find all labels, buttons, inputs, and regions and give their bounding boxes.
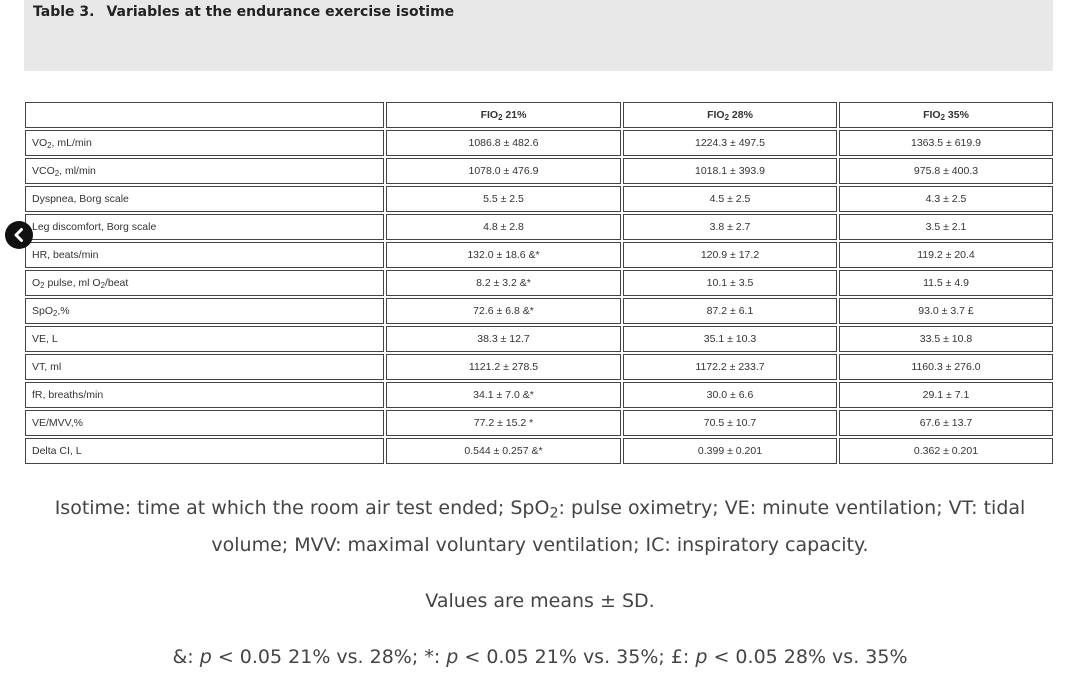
table-number: Table 3. bbox=[33, 4, 95, 20]
column-header: $FIO_2$ 35% bbox=[839, 102, 1053, 128]
table-cell: 4.8 ± 2.8 bbox=[386, 214, 621, 240]
row-label: Dyspnea, Borg scale bbox=[25, 186, 384, 212]
table-cell: 35.1 ± 10.3 bbox=[623, 326, 837, 352]
column-header: $FIO_2$ 28% bbox=[623, 102, 837, 128]
row-label: fR, breaths/min bbox=[25, 382, 384, 408]
column-header: $FIO_2$ 21% bbox=[386, 102, 621, 128]
table-cell: 1363.5 ± 619.9 bbox=[839, 130, 1053, 156]
table-cell: 72.6 ± 6.8 &* bbox=[386, 298, 621, 324]
table-cell: 29.1 ± 7.1 bbox=[839, 382, 1053, 408]
table-cell: 30.0 ± 6.6 bbox=[623, 382, 837, 408]
header-row bbox=[25, 102, 1053, 128]
table-cell: 1224.3 ± 497.5 bbox=[623, 130, 837, 156]
table-row bbox=[25, 158, 1053, 184]
table-cell: 5.5 ± 2.5 bbox=[386, 186, 621, 212]
row-label: SpO$_2$,% bbox=[25, 298, 384, 324]
values-note: Values are means ± SD. bbox=[425, 590, 655, 612]
table-cell: 1121.2 ± 278.5 bbox=[386, 354, 621, 380]
table-cell: 0.399 ± 0.201 bbox=[623, 438, 837, 464]
table-row bbox=[25, 270, 1053, 296]
table-row bbox=[25, 298, 1053, 324]
row-label: VE, L bbox=[25, 326, 384, 352]
table-cell: 4.3 ± 2.5 bbox=[839, 186, 1053, 212]
table-cell: 120.9 ± 17.2 bbox=[623, 242, 837, 268]
row-label: $VO_2$, mL/min bbox=[25, 130, 384, 156]
chevron-left-icon bbox=[11, 227, 27, 243]
table-row bbox=[25, 130, 1053, 156]
table-cell: 38.3 ± 12.7 bbox=[386, 326, 621, 352]
table-row bbox=[25, 326, 1053, 352]
table-cell: 0.362 ± 0.201 bbox=[839, 438, 1053, 464]
table-cell: 87.2 ± 6.1 bbox=[623, 298, 837, 324]
table-footnotes bbox=[40, 490, 1040, 676]
table-cell: 0.544 ± 0.257 &* bbox=[386, 438, 621, 464]
table-cell: 1172.2 ± 233.7 bbox=[623, 354, 837, 380]
table-cell: 77.2 ± 15.2 * bbox=[386, 410, 621, 436]
table-cell: 1078.0 ± 476.9 bbox=[386, 158, 621, 184]
table-row bbox=[25, 382, 1053, 408]
table-row bbox=[25, 186, 1053, 212]
row-label: VT, ml bbox=[25, 354, 384, 380]
table-cell: 34.1 ± 7.0 &* bbox=[386, 382, 621, 408]
table-cell: 1086.8 ± 482.6 bbox=[386, 130, 621, 156]
table-cell: 1018.1 ± 393.9 bbox=[623, 158, 837, 184]
table-row bbox=[25, 438, 1053, 464]
table-cell: 33.5 ± 10.8 bbox=[839, 326, 1053, 352]
table-cell: 119.2 ± 20.4 bbox=[839, 242, 1053, 268]
header-blank-cell bbox=[25, 102, 384, 128]
row-label: Delta CI, L bbox=[25, 438, 384, 464]
table-cell: 70.5 ± 10.7 bbox=[623, 410, 837, 436]
table-cell: 132.0 ± 18.6 &* bbox=[386, 242, 621, 268]
table-cell: 1160.3 ± 276.0 bbox=[839, 354, 1053, 380]
table-row bbox=[25, 242, 1053, 268]
abbreviations-note: Isotime: time at which the room air test ended; SpO$_2$: pulse oximetry; VE: minute ventilation; VT: tidal volume; MVV: maximal voluntary ventilation; IC: inspiratory capacity. bbox=[54, 497, 1026, 556]
row-label: $VCO_2$, ml/min bbox=[25, 158, 384, 184]
significance-note: &: p < 0.05 21% vs. 28%; *: p < 0.05 21% vs. 35%; £: p < 0.05 28% vs. 35% bbox=[172, 646, 908, 668]
table-title: Variables at the endurance exercise isotime bbox=[106, 4, 455, 20]
table-cell: 4.5 ± 2.5 bbox=[623, 186, 837, 212]
table-row bbox=[25, 354, 1053, 380]
table-cell: 3.8 ± 2.7 bbox=[623, 214, 837, 240]
table-cell: 11.5 ± 4.9 bbox=[839, 270, 1053, 296]
previous-page-button[interactable] bbox=[5, 221, 33, 249]
table-row bbox=[25, 410, 1053, 436]
table-caption bbox=[33, 4, 454, 20]
table-cell: 93.0 ± 3.7 £ bbox=[839, 298, 1053, 324]
table-cell: 3.5 ± 2.1 bbox=[839, 214, 1053, 240]
data-table bbox=[23, 100, 1055, 466]
table-cell: 10.1 ± 3.5 bbox=[623, 270, 837, 296]
row-label: HR, beats/min bbox=[25, 242, 384, 268]
row-label: VE/MVV,% bbox=[25, 410, 384, 436]
row-label: $O_2$ pulse, ml $O_2$/beat bbox=[25, 270, 384, 296]
table-cell: 67.6 ± 13.7 bbox=[839, 410, 1053, 436]
table-row bbox=[25, 214, 1053, 240]
table-cell: 975.8 ± 400.3 bbox=[839, 158, 1053, 184]
row-label: Leg discomfort, Borg scale bbox=[25, 214, 384, 240]
table-cell: 8.2 ± 3.2 &* bbox=[386, 270, 621, 296]
